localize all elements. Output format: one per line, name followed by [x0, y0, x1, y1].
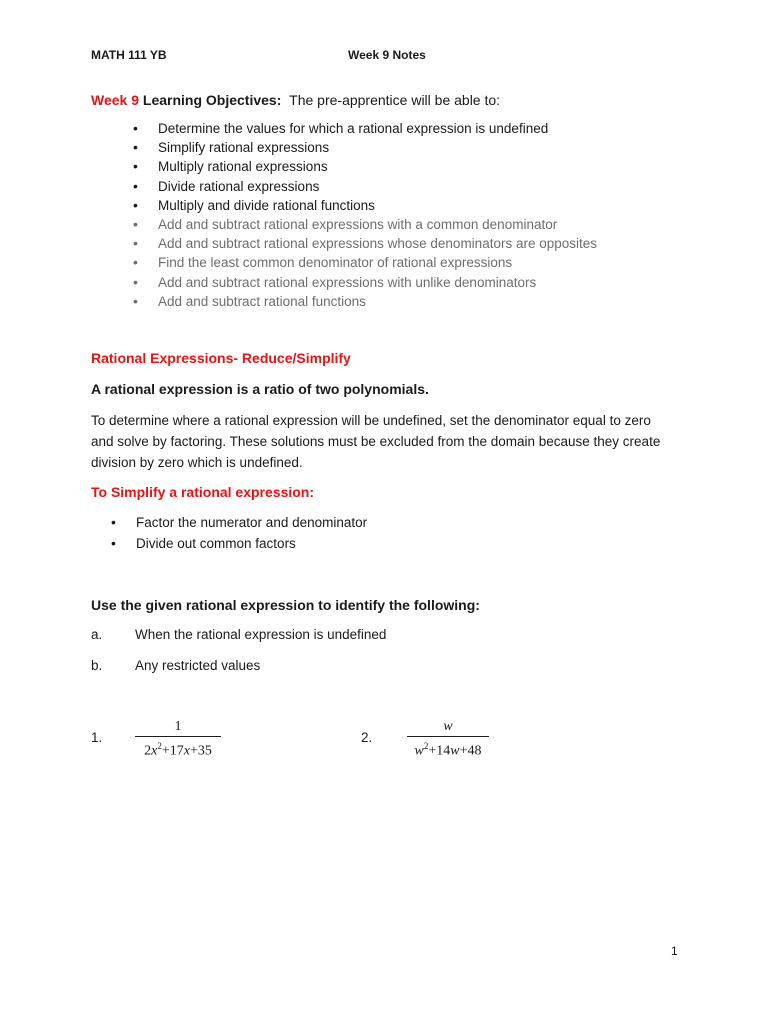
simplify-title: To Simplify a rational expression: — [91, 484, 315, 500]
course-code: MATH 111 YB — [91, 48, 167, 62]
list-item: • Add and subtract rational functions — [133, 292, 597, 311]
objectives-intro: The pre-apprentice will be able to: — [289, 92, 501, 108]
list-item: • Multiply rational expressions — [133, 157, 597, 176]
list-item: • Add and subtract rational expressions whose denominators are opposites — [133, 234, 597, 253]
part-label: b. — [91, 658, 103, 673]
list-item: • Find the least common denominator of rational expressions — [133, 253, 597, 272]
objectives-list — [133, 119, 597, 311]
list-item: • Determine the values for which a rational expression is undefined — [133, 119, 597, 138]
part-label: a. — [91, 627, 103, 642]
numerator: w — [443, 719, 453, 734]
numerator: 1 — [174, 719, 182, 734]
paragraph-line: To determine where a rational expression will be undefined, set the denominator equal to zero — [91, 413, 651, 428]
exercise-title: Use the given rational expression to identify the following: — [91, 597, 480, 613]
objectives-heading — [91, 92, 500, 108]
page-number: 1 — [671, 944, 678, 958]
list-item: • Multiply and divide rational functions — [133, 196, 597, 215]
explanation-paragraph — [91, 410, 691, 473]
list-item: • Factor the numerator and denominator — [111, 512, 367, 533]
list-item: • Divide out common factors — [111, 533, 367, 554]
list-item: • Add and subtract rational expressions with a common denominator — [133, 215, 597, 234]
definition: A rational expression is a ratio of two polynomials. — [91, 381, 429, 397]
paragraph-line: and solve by factoring. These solutions must be excluded from the domain because they create — [91, 434, 661, 449]
list-item: • Add and subtract rational expressions with unlike denominators — [133, 273, 597, 292]
objectives-title: Learning Objectives: — [142, 92, 282, 108]
list-item: • Simplify rational expressions — [133, 138, 597, 157]
simplify-steps — [111, 512, 367, 554]
problem-number: 2. — [361, 730, 373, 745]
rational-expression-2 — [407, 717, 489, 759]
denominator: $w^2+14w+48$ — [414, 741, 482, 759]
part-text: Any restricted values — [135, 658, 261, 673]
list-item: • Divide rational expressions — [133, 177, 597, 196]
problem-number: 1. — [91, 730, 103, 745]
section-title: Rational Expressions- Reduce/Simplify — [91, 350, 351, 366]
part-text: When the rational expression is undefined — [135, 627, 387, 642]
paragraph-line: division by zero which is undefined. — [91, 455, 303, 470]
week-label: Week 9 — [91, 92, 139, 108]
denominator: $2x^2+17x+35$ — [144, 741, 212, 759]
rational-expression-1 — [135, 717, 221, 759]
document-title: Week 9 Notes — [348, 48, 426, 62]
